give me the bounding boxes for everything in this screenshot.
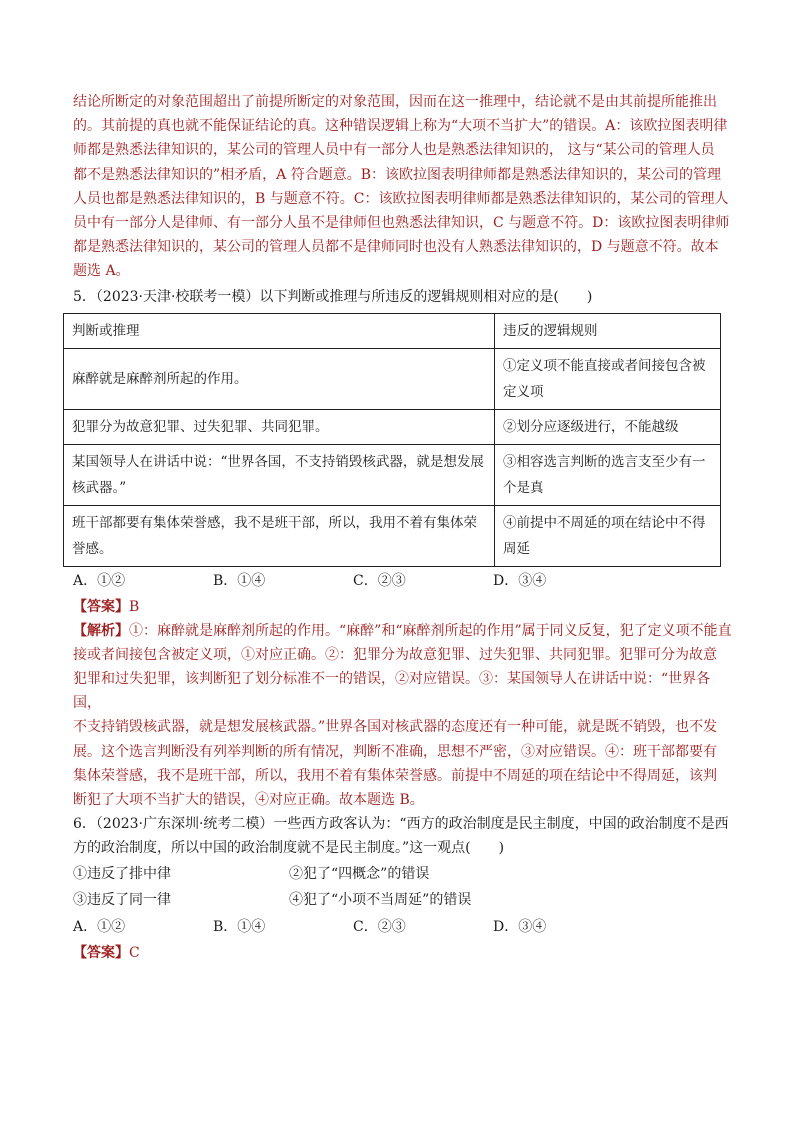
table-row <box>64 444 721 505</box>
text-line: 员中有一部分人是律师、有一部分人虽不是律师但也熟悉法律知识，C 与题意不符。D：该欧拉图表明律师 <box>73 215 730 232</box>
analysis-line: 不支持销毁核武器，就是想发展核武器。”世界各国对核武器的态度还有一种可能，就是既不销毁，也不发 <box>73 719 718 736</box>
question-stem: 方的政治制度，所以中国的政治制度就不是民主制度。”这一观点( ) <box>73 840 505 857</box>
table-cell: ④前提中不周延的项在结论中不得周延 <box>494 505 720 566</box>
table-header-row <box>64 313 721 348</box>
text-line: 都是熟悉法律知识的，某公司的管理人员都不是律师同时也没有人熟悉法律知识的，D 与题意不符。故本 <box>73 239 719 256</box>
table-row <box>64 505 721 566</box>
logic-table <box>63 313 721 567</box>
analysis-line: 断犯了大项不当扩大的错误，④对应正确。故本题选 B。 <box>73 792 424 809</box>
option-a: A．①② <box>73 572 126 589</box>
option-d: D．③④ <box>493 572 547 589</box>
option-b: B．①④ <box>213 572 266 589</box>
analysis-line <box>73 619 733 643</box>
answer-tag: 【答案】 <box>73 598 129 615</box>
intro-explanation <box>73 90 733 284</box>
table-cell: ③相容选言判断的选言支至少有一个是真 <box>494 444 720 505</box>
option-c: C．②③ <box>353 572 406 589</box>
option-c: C．②③ <box>353 919 406 936</box>
table-row <box>64 409 721 444</box>
statement-item: ③违反了同一律 <box>73 892 171 909</box>
statement-item: ②犯了“四概念”的错误 <box>289 866 430 883</box>
statement-list <box>73 861 733 913</box>
table-cell: ②划分应逐级进行，不能越级 <box>494 409 720 444</box>
analysis-tag: 【解析】 <box>73 622 129 639</box>
text-line: 都不是熟悉法律知识的”相矛盾，A 符合题意。B：该欧拉图表明律师都是熟悉法律知识的，某公司的管理 <box>73 166 722 183</box>
table-cell: 犯罪分为故意犯罪、过失犯罪、共同犯罪。 <box>64 409 495 444</box>
analysis-line: 集体荣誉感，我不是班干部，所以，我用不着有集体荣誉感。前提中不周延的项在结论中不得周延，该判 <box>73 767 717 784</box>
answer-value: C <box>129 945 140 962</box>
analysis-line: 接或者间接包含被定义项，①对应正确。②：犯罪分为故意犯罪、过失犯罪、共同犯罪。犯罪可分为故意 <box>73 646 717 663</box>
question-stem: 5．（2023·天津·校联考一模）以下判断或推理与所违反的逻辑规则相对应的是( ) <box>73 288 593 305</box>
answer-options <box>73 915 733 939</box>
answer-tag: 【答案】 <box>73 945 129 962</box>
text-line: 结论所断定的对象范围超出了前提所断定的对象范围，因而在这一推理中，结论就不是由其前提所能推出 <box>73 94 717 110</box>
analysis-line: 犯罪和过失犯罪，该判断犯了划分标准不一的错误，②对应错误。③：某国领导人在讲话中说：“世界各国， <box>73 671 711 712</box>
answer-value: B <box>129 598 140 615</box>
analysis-text: ①：麻醉就是麻醉剂所起的作用。“麻醉”和“麻醉剂所起的作用”属于同义反复，犯了定义项不能直 <box>129 622 732 639</box>
option-b: B．①④ <box>213 919 266 936</box>
table-header: 违反的逻辑规则 <box>494 313 720 348</box>
table-row <box>64 348 721 409</box>
answer-line <box>73 941 733 965</box>
question-6 <box>73 812 733 965</box>
table-cell: 麻醉就是麻醉剂所起的作用。 <box>64 348 495 409</box>
document-page <box>73 90 733 965</box>
answer-options <box>73 569 733 593</box>
text-line: 人员也都是熟悉法律知识的，B 与题意不符。C：该欧拉图表明律师都是熟悉法律知识的，某公司的管理人 <box>73 190 729 207</box>
answer-line <box>73 595 733 619</box>
option-a: A．①② <box>73 919 126 936</box>
question-5 <box>73 285 733 813</box>
option-d: D．③④ <box>493 919 547 936</box>
statement-item: ④犯了“小项不当周延”的错误 <box>289 892 472 909</box>
analysis-line: 展。这个选言判断没有列举判断的所有情况，判断不准确，思想不严密，③对应错误。④：班干部都要有 <box>73 743 717 760</box>
analysis <box>73 619 733 813</box>
text-line: 题选 A。 <box>73 263 130 280</box>
table-cell: ①定义项不能直接或者间接包含被定义项 <box>494 348 720 409</box>
table-cell: 班干部都要有集体荣誉感，我不是班干部，所以，我用不着有集体荣誉感。 <box>64 505 495 566</box>
table-header: 判断或推理 <box>64 313 495 348</box>
statement-item: ①违反了排中律 <box>73 866 171 883</box>
text-line: 师都是熟悉法律知识的，某公司的管理人员中有一部分人也是熟悉法律知识的， 这与“某公司的管理人员 <box>73 142 715 159</box>
question-stem: 6．（2023·广东深圳·统考二模）一些西方政客认为：“西方的政治制度是民主制度，中国的政治制度不是西 <box>73 816 729 833</box>
table-cell: 某国领导人在讲话中说：“世界各国，不支持销毁核武器，就是想发展核武器。” <box>64 444 495 505</box>
text-line: 的。其前提的真也就不能保证结论的真。这种错误逻辑上称为“大项不当扩大”的错误。A：该欧拉图表明律 <box>73 118 728 135</box>
